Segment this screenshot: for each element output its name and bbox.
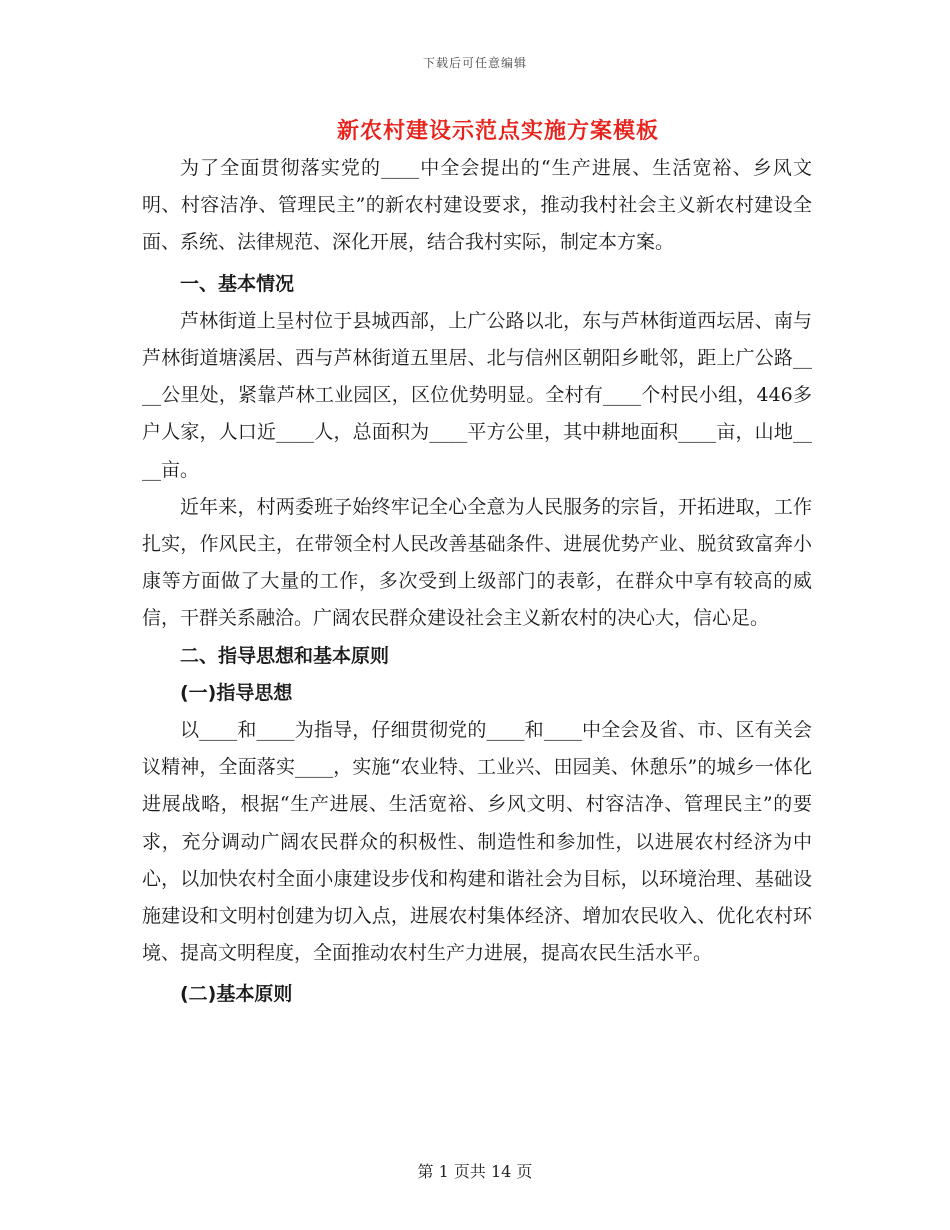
- basic-situation-paragraph-2: 近年来，村两委班子始终牢记全心全意为人民服务的宗旨，开拓进取，工作扎实，作风民主，在带领全村人民改善基础条件、进展优势产业、脱贫致富奔小康等方面做了大量的工作，多次受到上级部门的表彰，在群众中享有较高的威信，干群关系融洽。广阔农民群众建设社会主义新农村的决心大，信心足。: [142, 495, 812, 630]
- page-number-footer: 第 1 页共 14 页: [417, 1162, 533, 1181]
- header-note: 下载后可任意编辑: [422, 56, 527, 70]
- document-title: 新农村建设示范点实施方案模板: [336, 118, 659, 144]
- basic-situation-paragraph-1: 芦林街道上呈村位于县城西部，上广公路以北，东与芦林街道西坛居、南与芦林街道塘溪居、西与芦林街道五里居、北与信州区朝阳乡毗邻，距上广公路____公里处，紧靠芦林工业园区，区位优势明显。全村有____个村民小组，446多户人家，人口近____人，总面积为____平方公里，其中耕地面积____亩，山地____亩。: [142, 309, 812, 481]
- subsection-heading-basic-principles: (二)基本原则: [180, 983, 293, 1006]
- subsection-heading-guiding-thought: (一)指导思想: [180, 681, 293, 704]
- document-body: [142, 150, 812, 1014]
- intro-paragraph: 为了全面贯彻落实党的____中全会提出的“生产进展、生活宽裕、乡风文明、村容洁净、管理民主”的新农村建设要求，推动我村社会主义新农村建设全面、系统、法律规范、深化开展，结合我村实际，制定本方案。: [142, 157, 812, 254]
- section-heading-guiding-principles: 二、指导思想和基本原则: [180, 644, 390, 667]
- guiding-thought-paragraph: 以____和____为指导，仔细贯彻党的____和____中全会及省、市、区有关会议精神，全面落实____，实施“农业特、工业兴、田园美、休憩乐”的城乡一体化进展战略，根据“生产进展、生活宽裕、乡风文明、村容洁净、管理民主”的要求，充分调动广阔农民群众的积极性、制造性和参加性，以进展农村经济为中心，以加快农村全面小康建设步伐和构建和谐社会为目标，以环境治理、基础设施建设和文明村创建为切入点，进展农村集体经济、增加农民收入、优化农村环境、提高文明程度，全面推动农村生产力进展，提高农民生活水平。: [142, 719, 812, 965]
- section-heading-basic-situation: 一、基本情况: [180, 272, 295, 295]
